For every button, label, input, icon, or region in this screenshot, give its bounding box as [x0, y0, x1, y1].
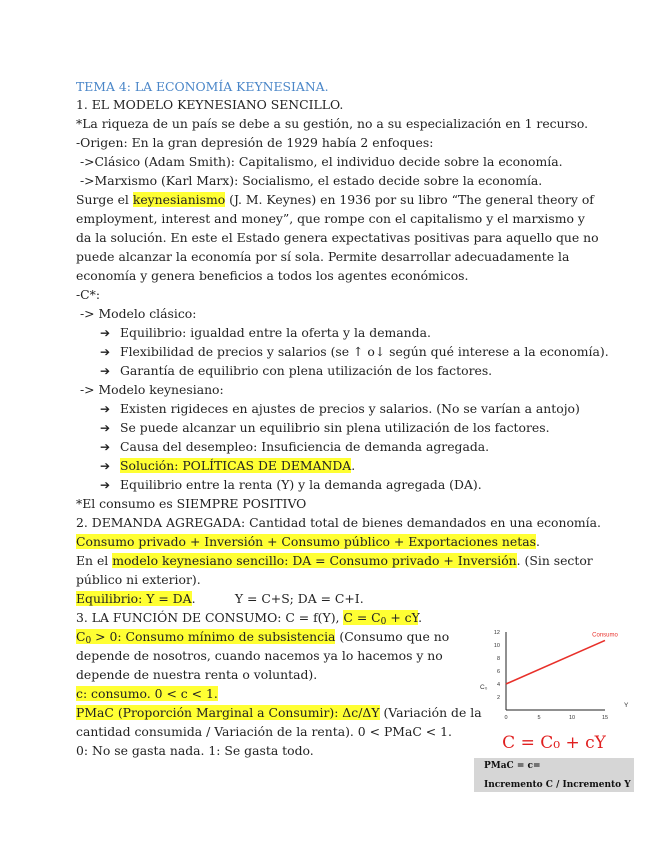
y-tick-label: 12 [493, 630, 500, 636]
text-line: $C_0 > 0$: Consumo mínimo de subsistencia (Consumo que no [76, 629, 450, 646]
document-title: TEMA 4: LA ECONOMÍA KEYNESIANA. [76, 79, 329, 94]
text-line: -Origen: En la gran depresión de 1929 había 2 enfoques: [76, 135, 434, 150]
text-line: depende de nosotros, cuando nacemos ya lo hacemos y no [76, 648, 443, 663]
bullet-item: ➔ Garantía de equilibrio con plena utilización de los factores. [100, 363, 493, 378]
arrow-icon: ➔ [100, 345, 111, 359]
arrow-icon: ➔ [100, 364, 111, 378]
highlight: modelo keynesiano sencillo: DA = Consumo privado + Inversión [112, 553, 517, 568]
section-heading: 1. EL MODELO KEYNESIANO SENCILLO. [76, 97, 344, 112]
text-line: employment, interest and money”, que rompe con el capitalismo y el marxismo y [76, 211, 585, 226]
bullet-item: ➔ Causa del desempleo: Insuficiencia de demanda agregada. [100, 439, 490, 454]
bullet-item: ➔ Se puede alcanzar un equilibrio sin plena utilización de los factores. [100, 420, 550, 435]
text-line: -C*: [76, 287, 101, 302]
bullet-item: ➔ Equilibrio entre la renta (Y) y la demanda agregada (DA). [100, 477, 482, 492]
bullet-item: ➔ Flexibilidad de precios y salarios (se ↑ o↓ según qué interese a la economía). [100, 344, 609, 359]
arrow-icon: ➔ [100, 459, 111, 473]
text-line: *La riqueza de un país se debe a su gestión, no a su especialización en 1 recurso. [76, 116, 589, 131]
x-tick-label: 10 [568, 715, 576, 721]
x-axis-label: Y [624, 702, 629, 709]
y-tick-label: 2 [496, 695, 500, 701]
consumo-line [506, 640, 605, 684]
text-line: ->Marxismo (Karl Marx): Socialismo, el estado decide sobre la economía. [76, 173, 543, 188]
x-tick-label: 15 [601, 715, 609, 721]
text-line: depende de nuestra renta o voluntad). [76, 667, 318, 682]
text-line: da la solución. En este el Estado genera expectativas positivas para aquello que no [76, 230, 599, 245]
x-tick-label: 0 [504, 715, 508, 721]
text-line: 0: No se gasta nada. 1: Se gasta todo. [76, 743, 314, 758]
pmac-definition: PMaC = c= [484, 761, 541, 771]
text-line: PMaC (Proporción Marginal a Consumir): Δc/ΔY (Variación de la [76, 705, 482, 720]
text-line: economía y genera beneficios a todos los agentes económicos. [76, 268, 469, 283]
y-tick-label: 6 [496, 669, 500, 675]
text-line: *El consumo es SIEMPRE POSITIVO [76, 496, 307, 511]
pmac-ratio: Incremento C / Incremento Y [484, 780, 631, 790]
highlight: $C = C_0$ + cY [343, 610, 419, 627]
text-line: público ni exterior). [76, 572, 201, 587]
consumption-chart [470, 622, 640, 730]
highlight: Solución: POLÍTICAS DE DEMANDA [120, 458, 352, 473]
text-line: cantidad consumida / Variación de la renta). 0 < PMaC < 1. [76, 724, 452, 739]
text-line: Equilibrio: Y = DA. Y = C+S; DA = C+I. [76, 591, 364, 606]
arrow-icon: ➔ [100, 402, 111, 416]
section-heading: 2. DEMANDA AGREGADA: Cantidad total de bienes demandados en una economía. [76, 515, 601, 530]
text-line [76, 685, 218, 703]
y-tick-label: 10 [493, 643, 500, 649]
text-line: puede alcanzar la economía por sí sola. Permite desarrollar adecuadamente la [76, 249, 570, 264]
bullet-item: ➔ Existen rigideces en ajustes de precios y salarios. (No se varían a antojo) [100, 401, 580, 416]
arrow-icon: ➔ [100, 440, 111, 454]
arrow-icon: ➔ [100, 326, 111, 340]
highlight: keynesianismo [132, 192, 226, 207]
text-line: Surge el keynesianismo (J. M. Keynes) en 1936 por su libro “The general theory of [76, 192, 594, 207]
bullet-item: ➔ Equilibrio: igualdad entre la oferta y la demanda. [100, 325, 431, 340]
arrow-icon: ➔ [100, 478, 111, 492]
text-line: ->Clásico (Adam Smith): Capitalismo, el individuo decide sobre la economía. [76, 154, 563, 169]
y-axis-label: C₀ [480, 684, 488, 692]
series-label: Consumo [592, 632, 618, 639]
bullet-item: ➔ Solución: POLÍTICAS DE DEMANDA. [100, 458, 356, 473]
highlight: c: consumo. 0 < c < 1. [76, 686, 218, 701]
text-line: -> Modelo clásico: [76, 306, 197, 321]
highlight: $C_0 > 0$: Consumo mínimo de subsistencia [76, 629, 336, 646]
y-tick-label: 8 [496, 656, 500, 662]
section-heading: 3. LA FUNCIÓN DE CONSUMO: C = f(Y), $C = C_0$ + cY. [76, 610, 423, 627]
highlight: Equilibrio: Y = DA [76, 591, 192, 606]
y-tick-label: 4 [496, 682, 500, 688]
text-line: -> Modelo keynesiano: [76, 382, 224, 397]
consumption-formula: C = C₀ + cY [502, 733, 606, 753]
text-line: Consumo privado + Inversión + Consumo público + Exportaciones netas. [76, 534, 540, 549]
arrow-icon: ➔ [100, 421, 111, 435]
text-line: En el modelo keynesiano sencillo: DA = Consumo privado + Inversión. (Sin sector [76, 553, 593, 568]
x-tick-label: 5 [537, 715, 541, 721]
highlight: Consumo privado + Inversión + Consumo público + Exportaciones netas [76, 534, 536, 549]
highlight: PMaC (Proporción Marginal a Consumir): Δc/ΔY [76, 705, 380, 720]
